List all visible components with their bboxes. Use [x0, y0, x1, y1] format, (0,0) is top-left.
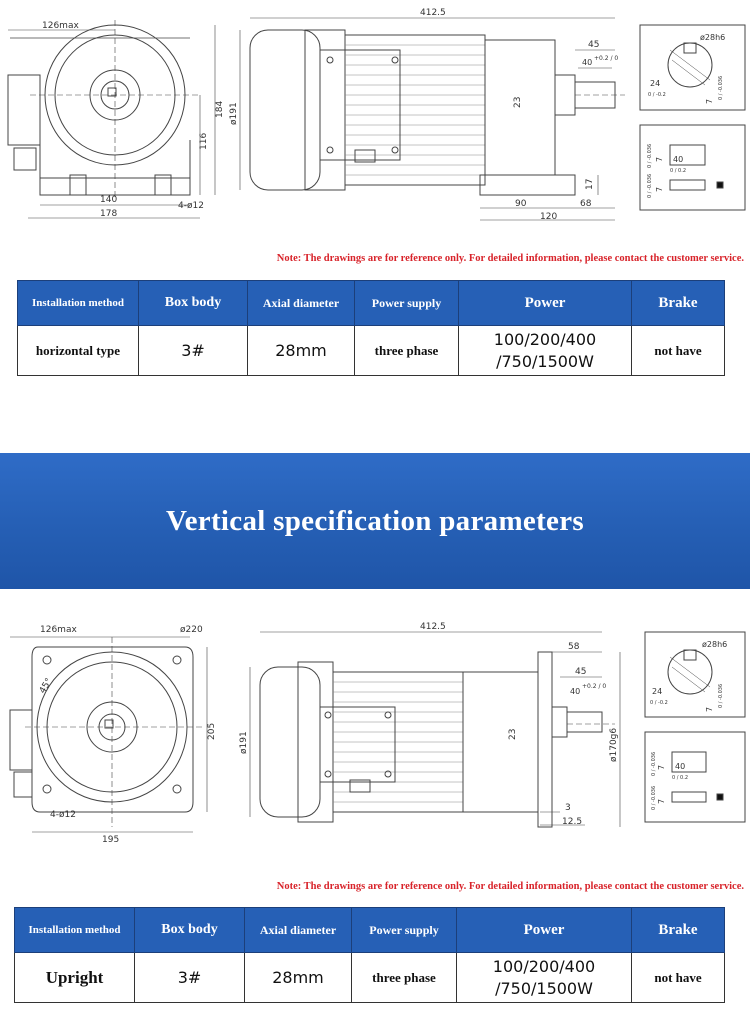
dim-foot-outer: 178: [100, 209, 118, 219]
dim-key-depth-tol: 0 / -0.2: [648, 92, 666, 98]
vertical-spec-table: [14, 907, 725, 1003]
dim-key-width-lower: 7: [655, 186, 664, 192]
v-dim-key-width-lower-tol: 0 / -0.036: [651, 785, 657, 810]
dim-foot-h: 17: [585, 178, 595, 190]
v-dim-key-len-upper-tol: 0 / 0.2: [672, 775, 688, 781]
header-power-supply: Power supply: [355, 281, 459, 326]
v-dim-key-width: 7: [705, 706, 714, 712]
dim-key-width-tol: 0 / -0.036: [718, 75, 724, 100]
dim-shaft-offset: 23: [513, 96, 523, 108]
cell-installation-method: horizontal type: [18, 326, 139, 376]
dim-key-depth: 24: [650, 79, 661, 88]
v-dim-key-width-tol: 0 / -0.036: [718, 683, 724, 708]
dim-motor-dia: ø191: [229, 102, 239, 125]
header-installation-method: Installation method: [18, 281, 139, 326]
cell-power: 100/200/400 /750/1500W: [459, 326, 632, 376]
v-dim-key-len: 40: [570, 687, 581, 696]
header-box-body: Box body: [139, 281, 248, 326]
horizontal-drawing-svg: [0, 0, 750, 245]
v-dim-flange-thk: 12.5: [562, 817, 583, 827]
dim-base-90: 90: [515, 199, 527, 209]
v-dim-key-width-lower: 7: [657, 798, 666, 804]
v-dim-key-depth: 24: [652, 687, 663, 696]
cell-box-body: 3#: [139, 326, 248, 376]
header-axial-diameter: Axial diameter: [248, 281, 355, 326]
header-power: Power: [457, 908, 632, 953]
vertical-drawing-svg: [0, 612, 750, 867]
dim-height-total: 184: [215, 100, 225, 118]
dim-key-width-upper: 7: [655, 156, 664, 162]
banner-title: Vertical specification parameters: [166, 504, 584, 537]
table-row: [18, 326, 725, 376]
header-brake: Brake: [632, 281, 725, 326]
dim-shaft-fit: ø28h6: [700, 33, 726, 42]
cell-installation-method: Upright: [15, 953, 135, 1003]
v-dim-key-len-upper: 40: [675, 762, 686, 771]
header-axial-diameter: Axial diameter: [245, 908, 352, 953]
dim-key-len: 40: [582, 58, 593, 67]
v-dim-spigot-depth: 3: [565, 803, 571, 813]
v-dim-key-depth-tol: 0 / -0.2: [650, 700, 668, 706]
v-dim-width-top: 126max: [40, 625, 77, 635]
dim-length-total: 412.5: [420, 8, 446, 18]
dim-key-tol: +0.2 / 0: [594, 55, 619, 62]
dim-foot-inner: 140: [100, 195, 118, 205]
dim-key-width: 7: [705, 98, 714, 104]
header-brake: Brake: [632, 908, 725, 953]
header-installation-method: Installation method: [15, 908, 135, 953]
dim-base-120: 120: [540, 212, 558, 222]
horizontal-note: Note: The drawings are for reference only. For detailed information, please contact the customer service.: [276, 253, 744, 264]
header-power-supply: Power supply: [352, 908, 457, 953]
section-banner: [0, 453, 750, 589]
vertical-note: Note: The drawings are for reference only. For detailed information, please contact the customer service.: [276, 881, 744, 892]
dim-key-width-upper-tol: 0 / -0.036: [647, 143, 653, 168]
dim-key-len-upper: 40: [673, 155, 684, 164]
vertical-drawing: [0, 612, 750, 867]
dim-holes: 4-ø12: [178, 201, 204, 211]
v-dim-key-width-upper-tol: 0 / -0.036: [651, 751, 657, 776]
v-dim-flange-w: 58: [568, 642, 580, 652]
v-dim-spigot: ø170g6: [609, 727, 619, 762]
v-dim-key-tol: +0.2 / 0: [582, 683, 607, 690]
table-row: [15, 953, 725, 1003]
cell-axial-diameter: 28mm: [248, 326, 355, 376]
cell-power: 100/200/400 /750/1500W: [457, 953, 632, 1003]
horizontal-drawing: [0, 0, 750, 245]
v-dim-motor-dia: ø191: [239, 731, 249, 754]
header-power: Power: [459, 281, 632, 326]
dim-key-len-upper-tol: 0 / 0.2: [670, 168, 686, 174]
horizontal-spec-table: [17, 280, 725, 376]
dim-base-68: 68: [580, 199, 592, 209]
dim-shaft-len: 45: [588, 40, 600, 50]
cell-box-body: 3#: [135, 953, 245, 1003]
v-dim-holes: 4-ø12: [50, 810, 76, 820]
cell-axial-diameter: 28mm: [245, 953, 352, 1003]
v-dim-key-width-upper: 7: [657, 764, 666, 770]
v-dim-width: 195: [102, 835, 120, 845]
cell-power-supply: three phase: [355, 326, 459, 376]
v-dim-angle: 45°: [37, 676, 55, 696]
v-dim-flange-dia: ø220: [180, 625, 203, 635]
cell-brake: not have: [632, 953, 725, 1003]
dim-width-top: 126max: [42, 21, 79, 31]
cell-power-supply: three phase: [352, 953, 457, 1003]
cell-brake: not have: [632, 326, 725, 376]
v-dim-length-total: 412.5: [420, 622, 446, 632]
dim-key-width-lower-tol: 0 / -0.036: [647, 173, 653, 198]
v-dim-shaft-offset: 23: [508, 728, 518, 740]
dim-center-height: 116: [199, 132, 209, 150]
v-dim-shaft-fit: ø28h6: [702, 640, 728, 649]
v-dim-shaft-len: 45: [575, 667, 587, 677]
table-header-row: [15, 908, 725, 953]
header-box-body: Box body: [135, 908, 245, 953]
v-dim-height: 205: [207, 722, 217, 740]
table-header-row: [18, 281, 725, 326]
